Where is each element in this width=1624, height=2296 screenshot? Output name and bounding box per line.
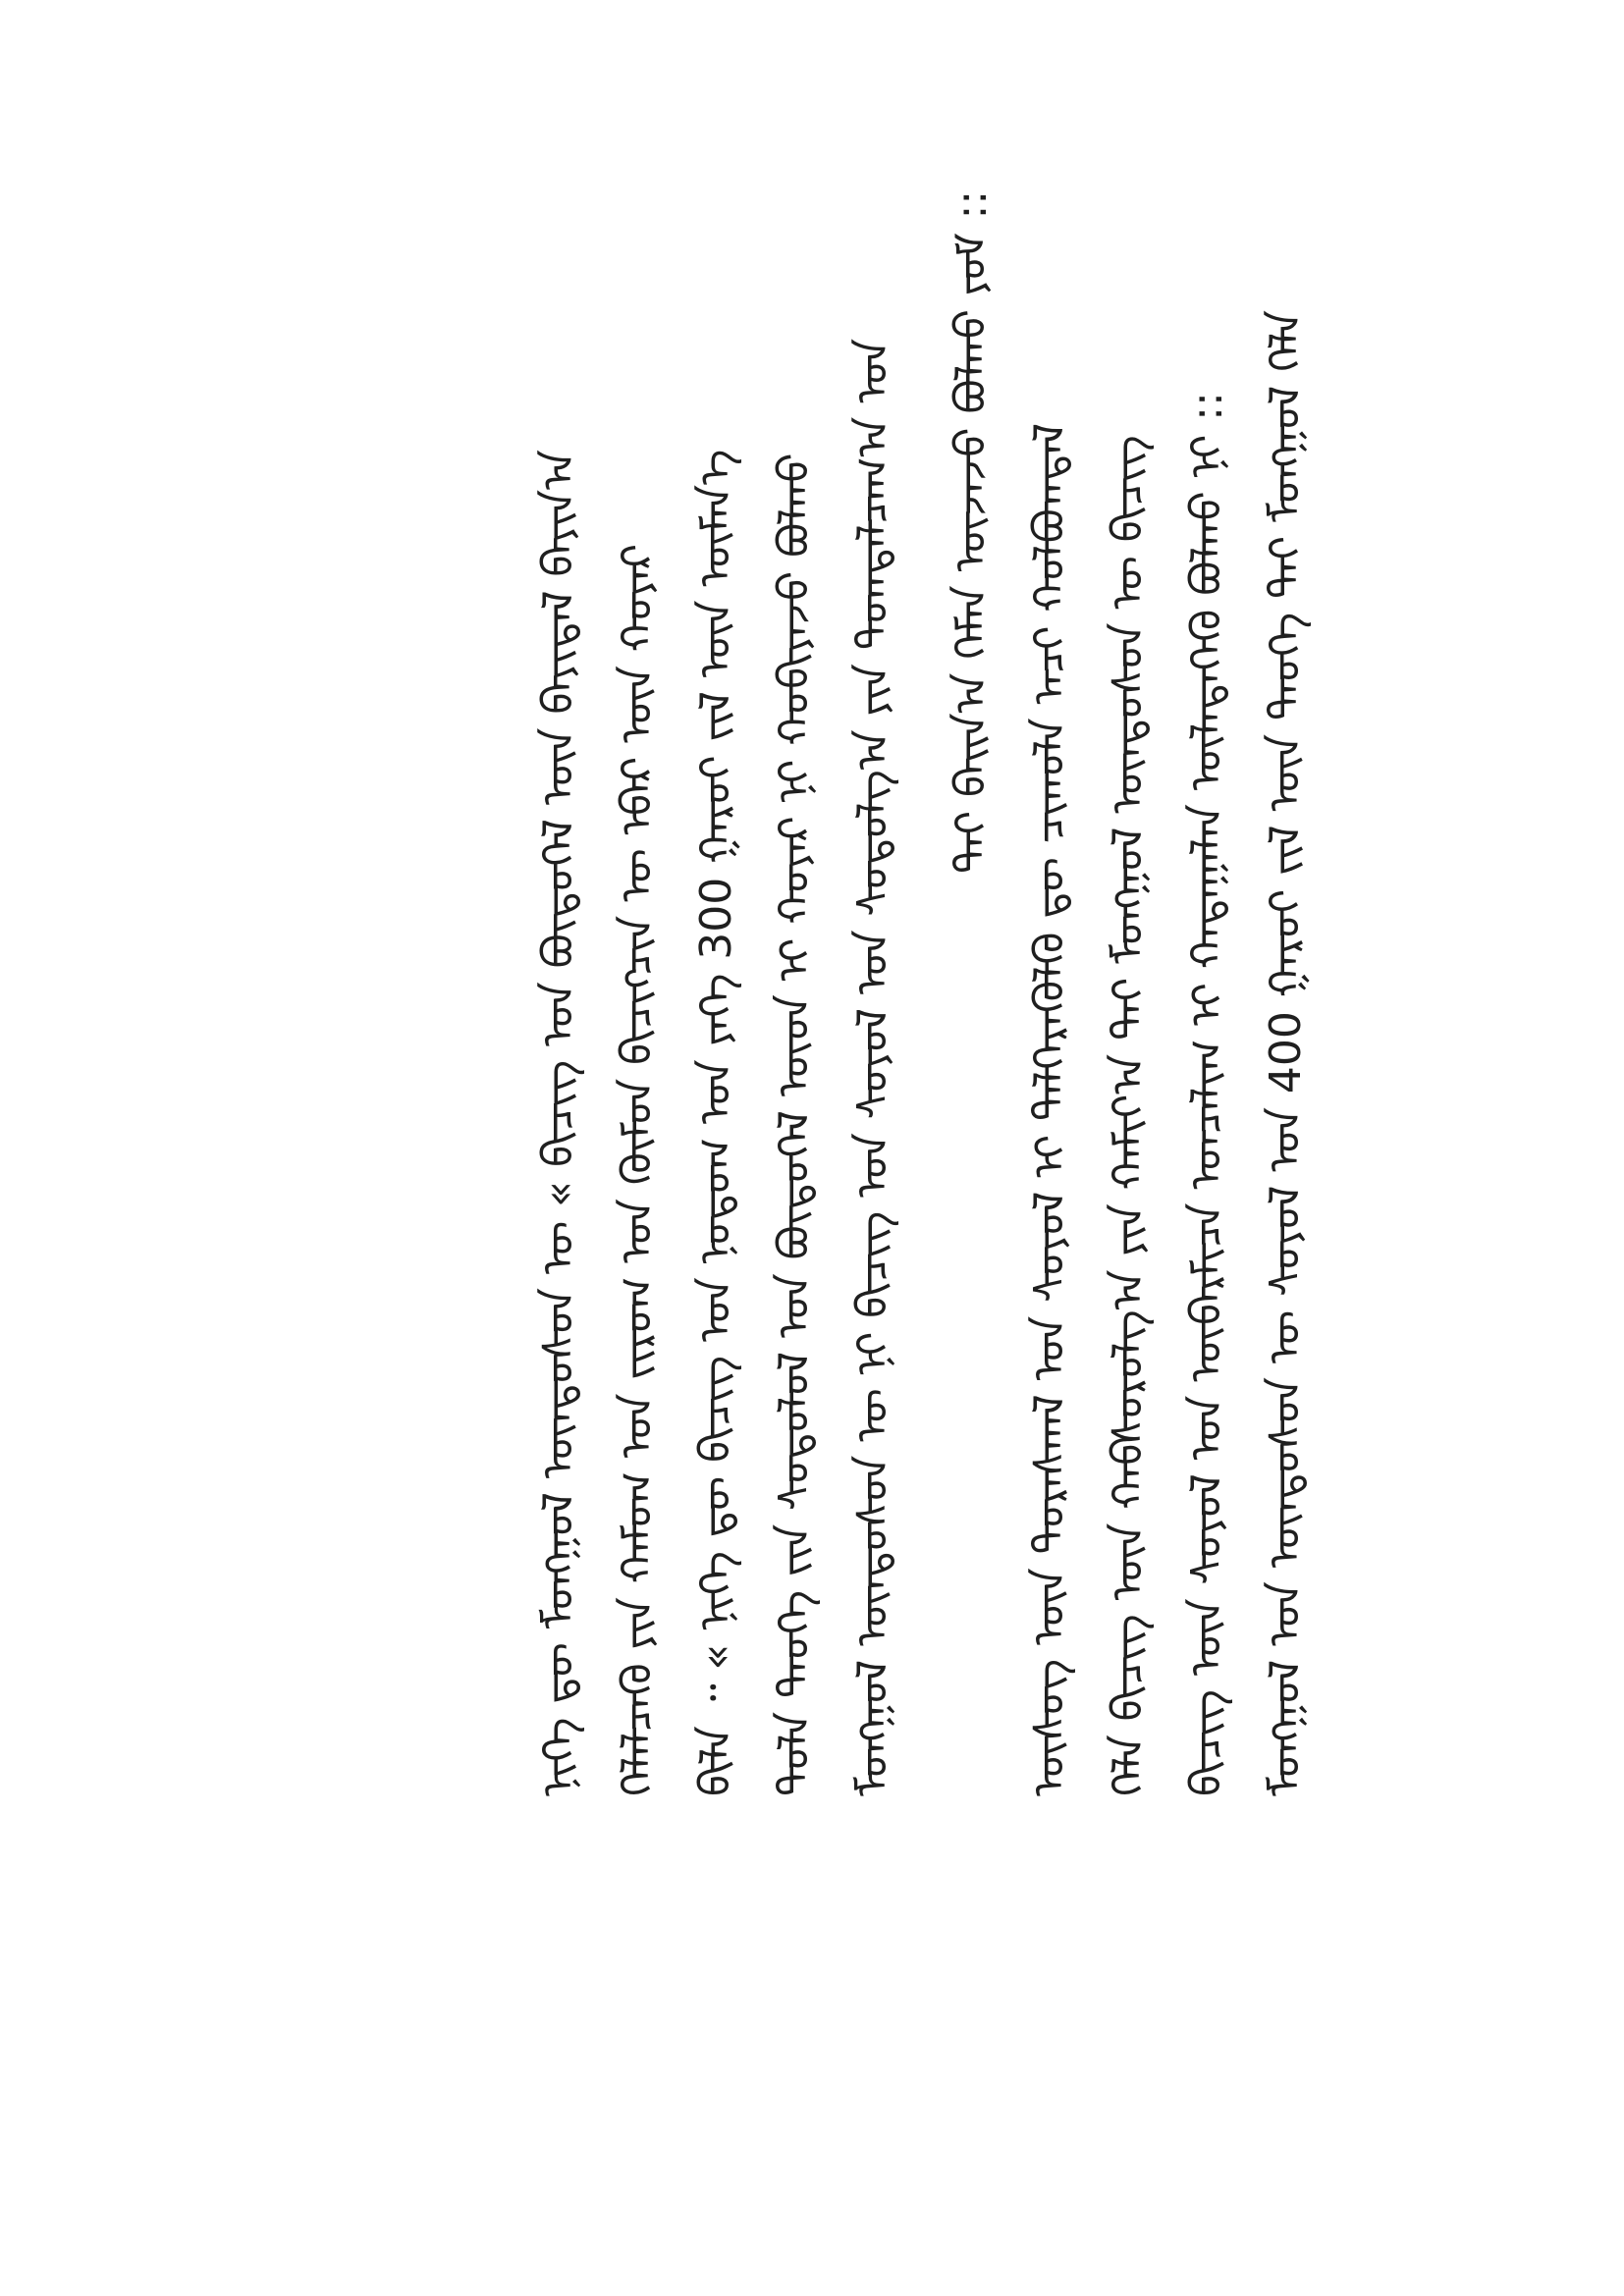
text-line: ᠦᠰᠦᠭ ᠦᠨ ᠳᠤᠷᠠᠰᠬᠠᠯ ᠤᠨ ᠰᠣᠶᠣᠯ ᠢ ᠲᠡᠯᠭᠡᠷᠡᠭᠦᠯᠬᠦ ᠳᠦ ᠴᠢᠬᠤᠯᠠ ᠠᠴᠢ ᠬᠣᠯᠪᠣᠭᠳᠠᠯ (1025, 422, 1075, 1796)
text-line: ᠪᠢᠴᠢᠭ ᠦᠨ ᠰᠣᠶᠣᠯ ᠤᠨ ᠦᠪᠡᠷᠮᠢᠴᠡ ᠣᠨᠴᠠᠯᠢᠭ ᠢ ᠬᠠᠳᠠᠭᠠᠯᠠᠨ ᠦᠯᠡᠳᠡᠭᠡᠬᠦ ᠪᠣᠯᠬᠣ ᠨᠢ :: (1182, 392, 1232, 1796)
text-line: ᠮᠣᠩᠭᠣᠯ ᠦᠨᠳᠦᠰᠦᠨ ᠦ ᠨᠢ ᠪᠢᠴᠢᠭ ᠤᠨ ᠰᠣᠶᠣᠯ ᠤᠨ ᠰᠤᠳᠤᠯᠭ᠎ᠠ ᠶᠢᠨ ᠲᠣᠭᠲᠠᠯᠴᠠᠭ᠎ᠠ ᠤᠨ (848, 339, 898, 1796)
text-line: ᠲᠠᠢ ᠪᠠᠢᠨ᠎ᠠ ᠬᠡᠮᠡᠨ ᠦᠵᠡᠵᠦ ᠪᠣᠯᠬᠤ ᠶᠤᠮ :: (947, 189, 997, 874)
text-line: ᠬᠡᠯᠡ ᠪᠢᠴᠢᠭ ᠦᠨ ᠬᠠᠪᠰᠤᠷᠤᠯᠭ᠎ᠠ ᠶᠢᠨ ᠬᠠᠮᠢᠶ᠎ᠠ ᠲᠠᠢ ᠮᠣᠩᠭᠣᠯ ᠦᠨᠳᠦᠰᠦᠨ ᠦ ᠪᠢᠴᠢᠭ (1104, 435, 1154, 1796)
text-line: ᠬᠡᠯᠡᠯᠴᠡᠬᠦ ᠶᠢᠨ ᠬᠠᠮᠤᠭ ᠤᠨ ᠵᠢᠷᠤᠭ ᠤᠨ ᠬᠦᠮᠦᠨ ᠪᠢᠴᠢᠭᠴᠢᠨ ᠦ ᠡᠪᠡᠷ ᠦᠨ ᠬᠣᠶᠠᠷ (613, 543, 663, 1796)
text-block (167, 167, 1326, 1816)
text-line: ᠨᠢᠭᠡ ᠳᠦ ᠮᠣᠩᠭᠣᠯ ᠦᠨᠳᠦᠰᠦᠨ ᠦ « ᠪᠢᠴᠢᠭ ᠤᠨ ᠪᠦᠲᠦᠭᠡᠯ ᠦᠨ ᠪᠠᠶᠢᠳᠠᠯ ᠪᠠᠶᠢᠨ᠎ᠠ (534, 450, 584, 1796)
text-line: ᠮᠣᠩᠭᠣᠯ ᠤᠨ ᠦᠨᠳᠦᠰᠦᠨ ᠦ ᠰᠣᠶᠣᠯ ᠤᠨ 400 ᠭᠠᠷᠤᠢ ᠵᠢᠯ ᠦᠨ ᠲᠡᠦᠬᠡ ᠲᠡᠢ ᠮᠣᠩᠭᠣᠯ ᠬᠡᠯᠡ (1261, 310, 1311, 1796)
text-line: ᠲᠤᠯᠠ ᠲᠡᠦᠬᠡ ᠵᠢᠨ ᠰᠤᠳᠤᠯᠤᠯ ᠤᠨ ᠪᠦᠲᠦᠭᠡᠯ ᠦᠳ ᠢ ᠬᠣᠶᠠᠷ ᠨᠢ ᠬᠤᠪᠢᠶᠠᠵᠤ ᠪᠣᠯᠬᠤ (770, 453, 820, 1796)
text-line: ᠪᠢᠯᠡ ᠃ « ᠨᠢᠭᠡ ᠳᠦ ᠪᠢᠴᠢᠭ ᠤᠨ ᠨᠤᠲᠤᠭ ᠤᠨ ᠶᠡᠬᠡ 300 ᠭᠠᠷᠤᠢ ᠵᠢᠯ ᠦᠨ ᠦᠮᠡᠨ᠎ᠡ (691, 449, 741, 1796)
